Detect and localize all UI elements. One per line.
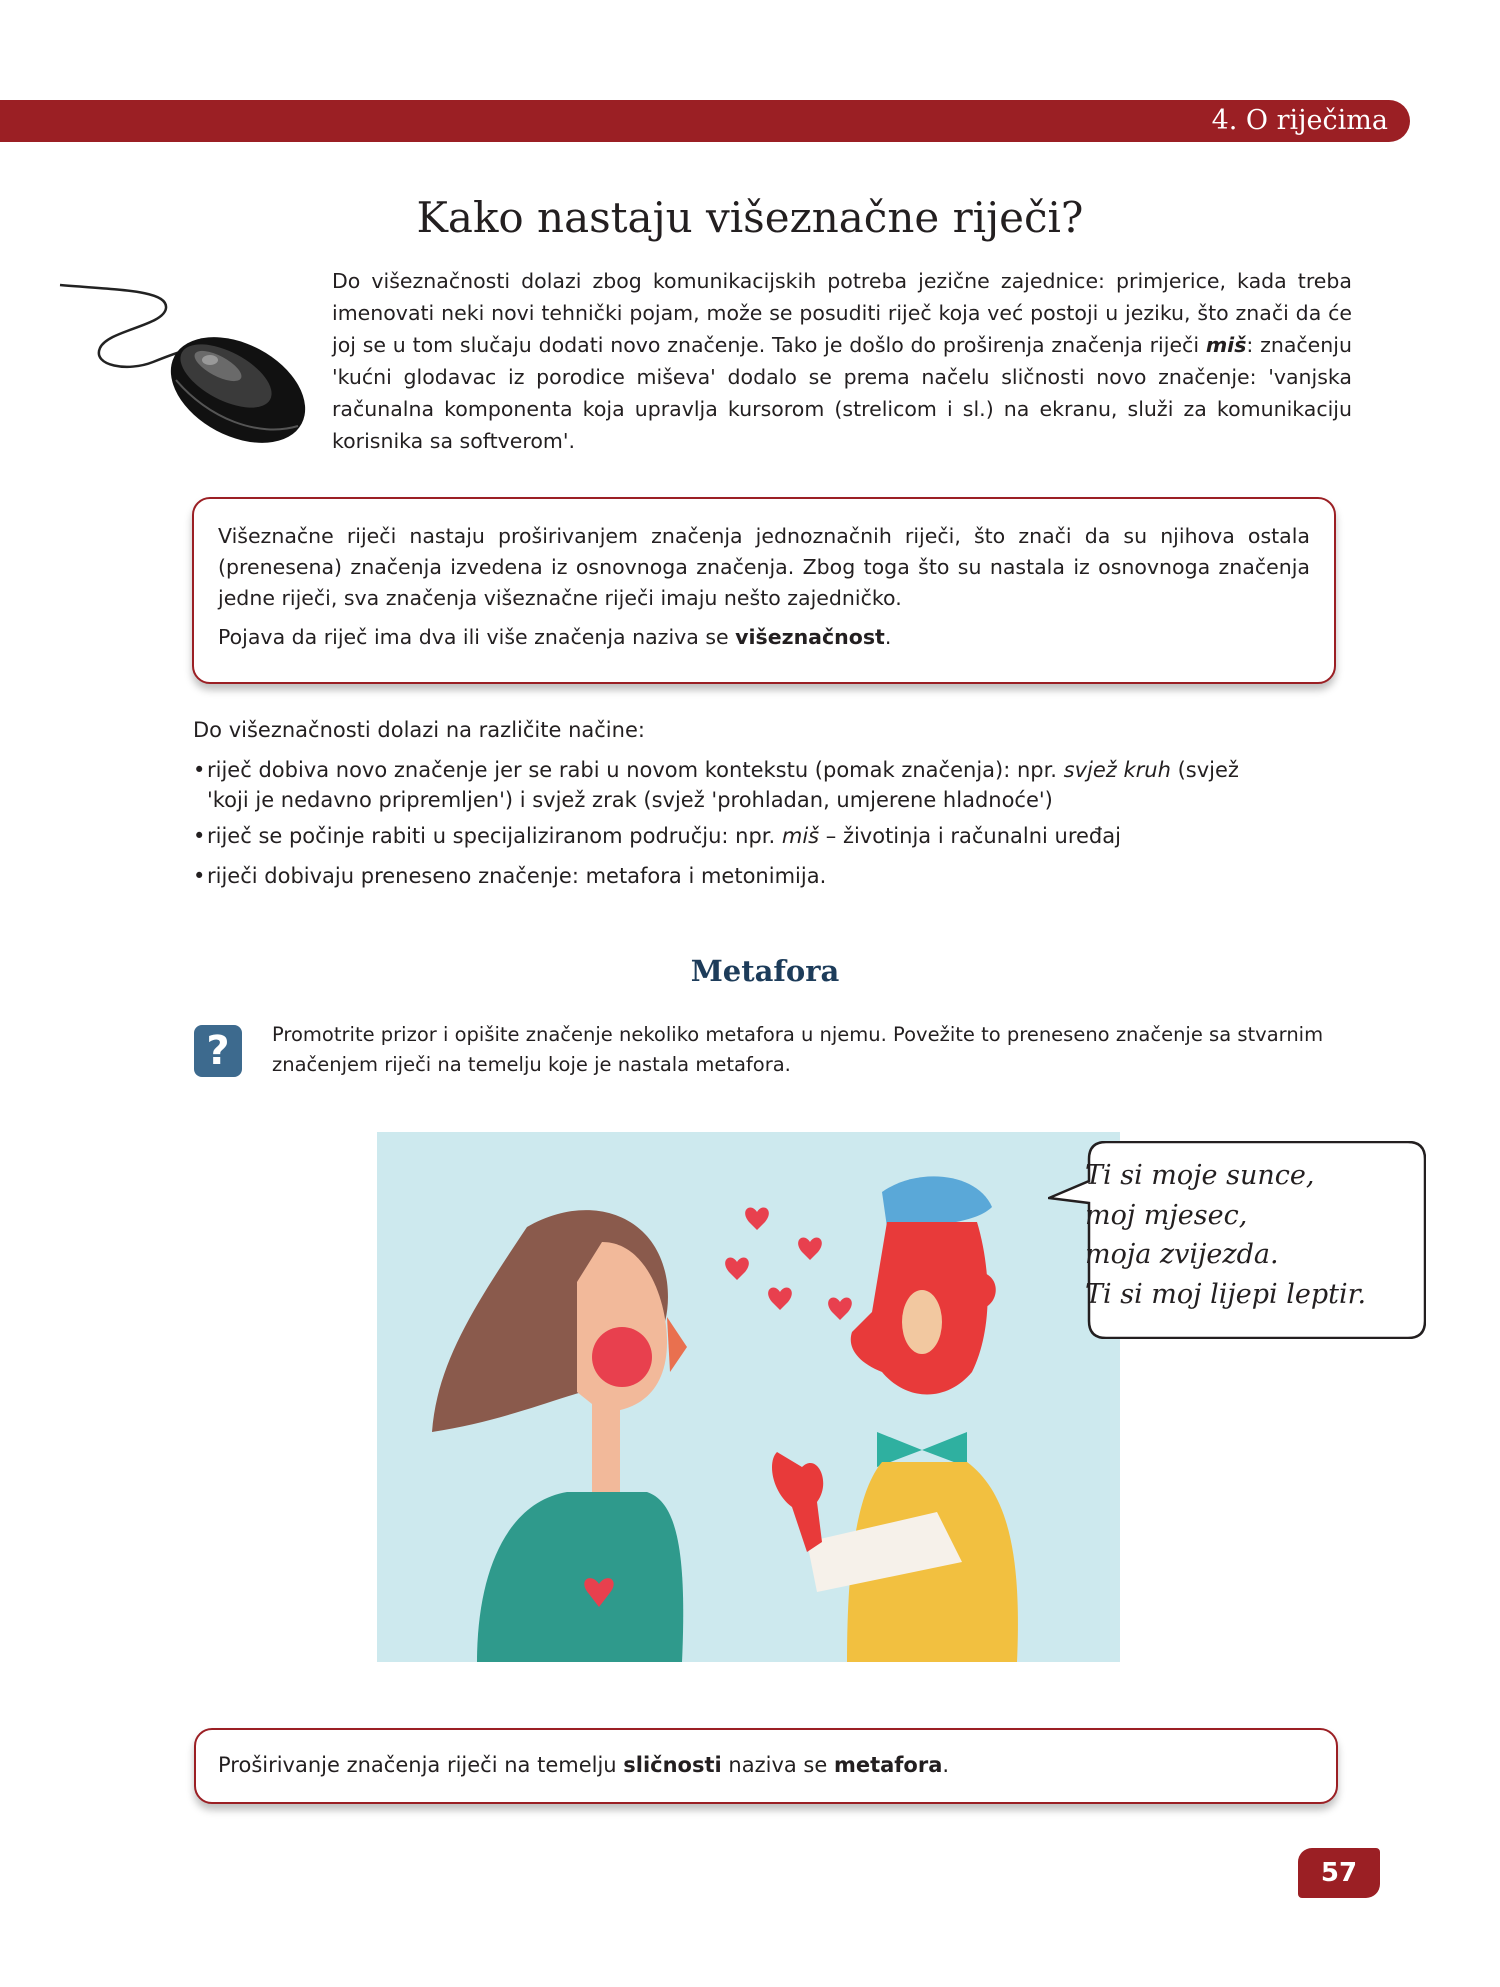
item2-text-a: riječ se počinje rabiti u specijaliziranom području: npr. [207,824,782,848]
bubble-line: moj mjesec, [1085,1199,1248,1231]
list-item-text [207,816,1121,856]
item1-text-a: riječ dobiva novo značenje jer se rabi u novom kontekstu (pomak značenja): npr. [207,758,1064,782]
metaphor-definition-text [196,1730,1336,1780]
bubble-line: Ti si moje sunce, [1085,1160,1315,1191]
page-number: 57 [1298,1848,1380,1898]
list-item-continuation: 'koji je nedavno pripremljen') i svjež zrak (svjež 'prohladan, umjerene hladnoće') [207,788,1053,812]
couple-illustration [377,1132,1120,1662]
metaphor-text-mid: naziva se [721,1753,834,1777]
ways-list [193,710,1353,896]
bullet: • [193,864,206,888]
speech-bubble-text [1085,1156,1366,1314]
definition-term-pre: Pojava da riječ ima dva ili više značenja naziva se [218,625,736,649]
bullet: • [193,824,206,848]
bullet: • [193,758,206,782]
bubble-line: Ti si moj lijepi leptir. [1085,1278,1367,1310]
question-icon: ? [194,1025,242,1077]
intro-paragraph [332,265,1352,457]
section-title: Metafora [690,954,840,988]
item2-text-b: – životinja i računalni uređaj [819,824,1121,848]
item2-italic: miš [781,824,820,848]
intro-text-2: : značenju 'kućni glodavac iz porodice miševa' dodalo se prema načelu sličnosti novo značenje: 'vanjska računalna komponenta koja upravlja kursorom (strelicom i sl.) na ekranu, služi za komunikaciju korisnika sa softverom'. [332,333,1352,453]
definition-term-bold: višeznačnost [735,625,885,649]
illustration [377,1132,1120,1662]
definition-term-post: . [884,625,892,649]
metaphor-definition-box [194,1728,1338,1804]
definition-box [192,497,1336,684]
computer-mouse-icon [58,268,320,458]
question-text: Promotrite prizor i opišite značenje nekoliko metafora u njemu. Povežite to preneseno značenje sa stvarnim značenjem riječi na temelju koje je nastala metafora. [272,1023,1324,1076]
metaphor-bold-1: sličnosti [623,1753,722,1777]
chapter-bar [0,100,1410,142]
intro-keyword: miš [1205,333,1247,357]
list-item-text: riječi dobivaju preneseno značenje: metafora i metonimija. [207,864,827,888]
bubble-line: moja zvijezda. [1085,1239,1279,1270]
chapter-label: 4. O riječima [1211,105,1388,136]
definition-text: Višeznačne riječi nastaju proširivanjem značenja jednoznačnih riječi, što znači da su njihova ostala (prenesena) značenja izvedena iz osnovnoga značenja. Zbog toga što su nastala iz osnovnoga značenja jedne riječi, sva značenja višeznačne riječi imaju nešto zajedničko. [218,524,1310,610]
definition-term [218,622,1310,653]
list-item [193,816,1353,856]
page-title: Kako nastaju višeznačne riječi? [416,193,1084,242]
item1-italic: svjež kruh [1063,758,1171,782]
ways-intro: Do višeznačnosti dolazi na različite načine: [193,718,645,742]
metaphor-text-pre: Proširivanje značenja riječi na temelju [218,1753,624,1777]
metaphor-bold-2: metafora [833,1753,943,1777]
list-item [193,856,1353,896]
item1-text-b: (svjež [1170,758,1239,782]
metaphor-text-post: . [942,1753,950,1777]
intro-text-1: Do višeznačnosti dolazi zbog komunikacijskih potreba jezične zajednice: primjerice, kada treba imenovati neki novi tehnički pojam, može se posuditi riječ koja već postoji u jeziku, što znači da će joj se u tom slučaju dodati novo značenje. Tako je došlo do proširenja značenja riječi [332,269,1352,357]
